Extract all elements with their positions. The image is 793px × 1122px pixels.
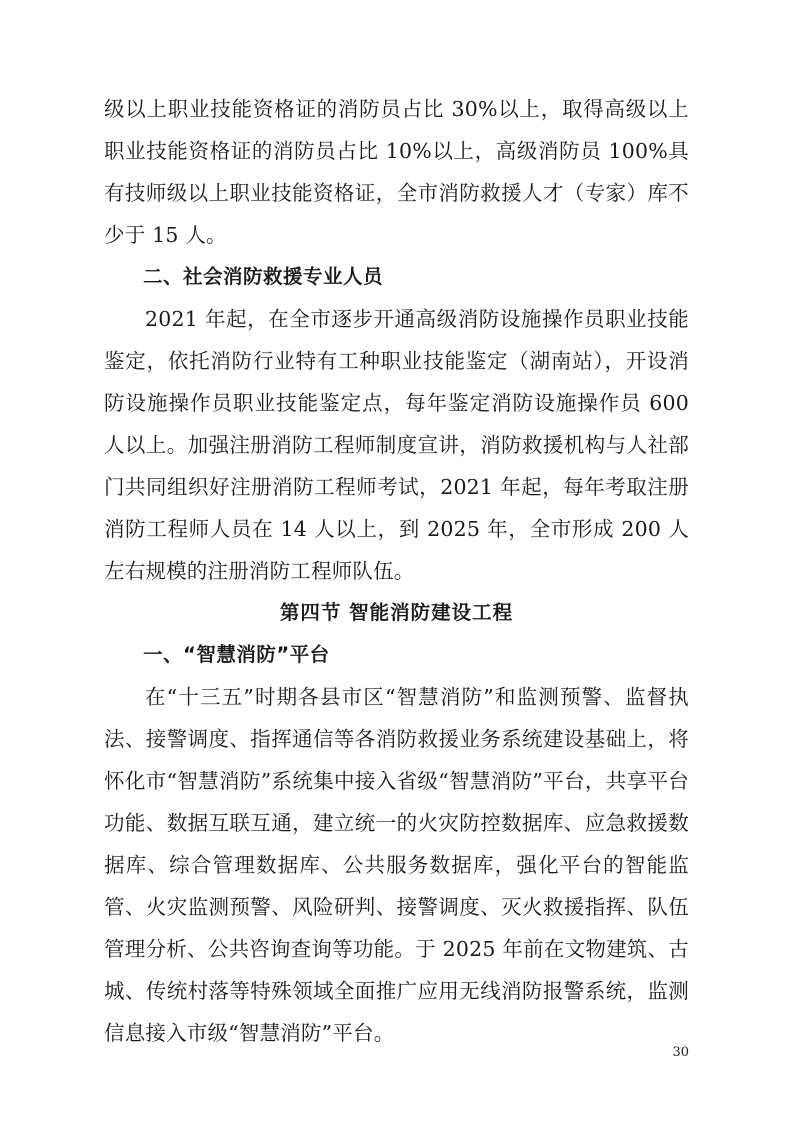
section-heading-social-rescue-personnel: 二、社会消防救援专业人员 (143, 265, 384, 288)
section-heading-smart-firefighting-project: 第四节 智能消防建设工程 (279, 601, 514, 624)
section-heading-smart-firefighting-platform: 一、“智慧消防”平台 (143, 643, 330, 666)
document-body (104, 88, 689, 1054)
paragraph-social-rescue-personnel: 2021 年起，在全市逐步开通高级消防设施操作员职业技能鉴定，依托消防行业特有工种职业技能鉴定（湖南站），开设消防设施操作员职业技能鉴定点，每年鉴定消防设施操作员 600 人以上。加强注册消防工程师制度宣讲，消防救援机构与人社部门共同组织好注册消防工程师考试，2021 年起，每年考取注册消防工程师人员在 14 人以上，到 2025 年，全市形成 200 人左右规模的注册消防工程师队伍。 (104, 307, 689, 583)
page-number: 30 (672, 1045, 689, 1060)
paragraph-continuation: 级以上职业技能资格证的消防员占比 30%以上，取得高级以上职业技能资格证的消防员占比 10%以上，高级消防员 100%具有技师级以上职业技能资格证，全市消防救援人才（专家）库不少于 15 人。 (104, 97, 689, 247)
paragraph-smart-firefighting-platform: 在“十三五”时期各县市区“智慧消防”和监测预警、监督执法、接警调度、指挥通信等各消防救援业务系统建设基础上，将怀化市“智慧消防”系统集中接入省级“智慧消防”平台，共享平台功能、数据互联互通，建立统一的火灾防控数据库、应急救援数据库、综合管理数据库、公共服务数据库，强化平台的智能监管、火灾监测预警、风险研判、接警调度、灭火救援指挥、队伍管理分析、公共咨询查询等功能。于 2025 年前在文物建筑、古城、传统村落等特殊领域全面推广应用无线消防报警系统，监测信息接入市级“智慧消防”平台。 (104, 685, 689, 1045)
